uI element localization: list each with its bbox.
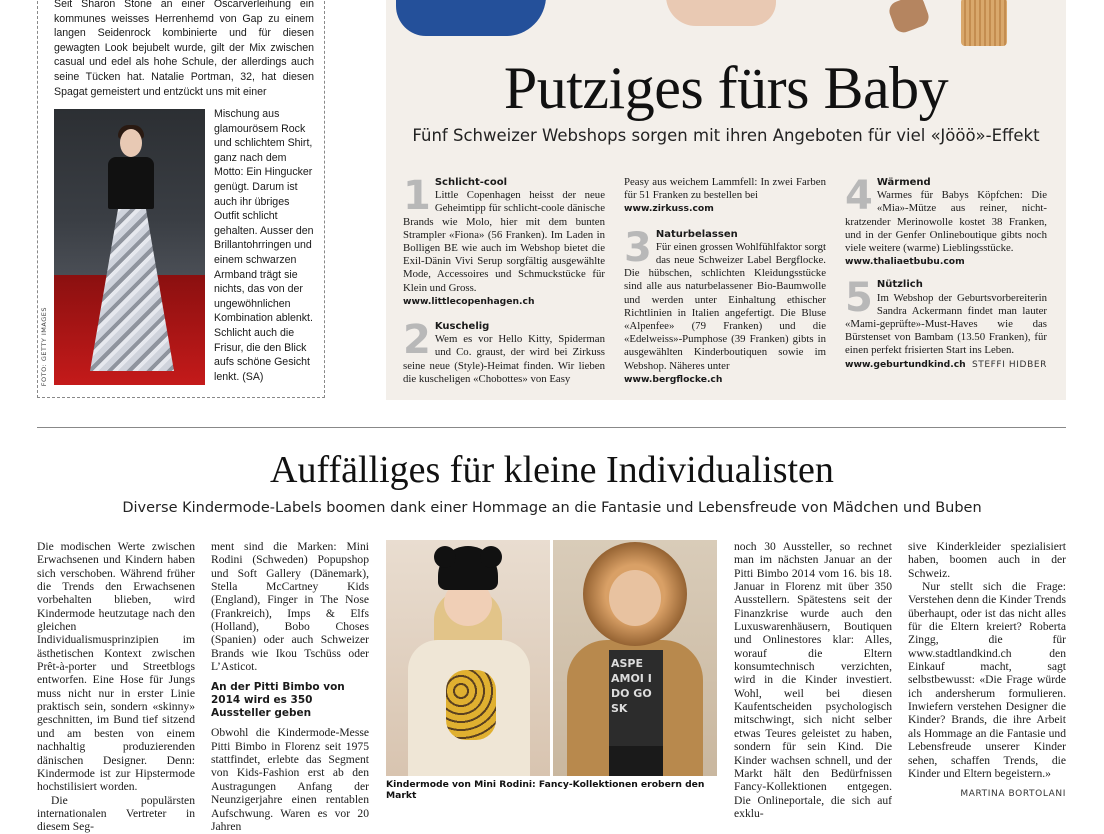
item-number: 3 xyxy=(624,224,652,271)
hat-ear xyxy=(434,546,456,568)
baby-item-1 xyxy=(403,173,605,308)
leopard-print xyxy=(446,670,496,740)
boy-face xyxy=(609,570,661,626)
sidebar-wrap-column xyxy=(214,107,316,384)
article-paragraph: Nur stellt sich die Frage: Verstehen denn die Kinder Trends überhaupt, oder ist das nicht alles für die Eltern kreiert? Roberta Zingg, die für www.stadtlandkind.ch den Einkauf macht, sagt selbstbewusst: «Die Frage würde ich andersherum formulieren. Inwiefern verstehen Designer die Kinder? Brands, die ihre Arbeit als Hommage an die Fantasie und Lebensfreude unserer Kinder sehen, schaffen Trends, die Kinder und Eltern begeistern.» xyxy=(908,580,1066,780)
item-url[interactable]: www.bergflocke.ch xyxy=(624,373,723,385)
article-paragraph: Obwohl die Kindermode-Messe Pitti Bimbo in Florenz seit 1975 stattfindet, erlebte das Segment von Kids-Fashion erst ab den Austragungen Anfang der Neunzigerjahre einen rentablen Aufschwung. Waren es vor 20 Jahren xyxy=(211,726,369,833)
article-column-4 xyxy=(908,540,1066,802)
baby-feature-panel xyxy=(386,0,1066,400)
article-author-line xyxy=(908,786,1066,801)
item-url[interactable]: www.thaliaetbubu.com xyxy=(845,256,965,268)
item-head: Nützlich xyxy=(876,279,923,291)
kids-photo-boy xyxy=(553,540,717,776)
item-text: Little Copenhagen heisst der neue Geheimtipp für schlicht-coole dänische Brands wie Molo, hier mit dem bunten Strampler «Fiona» (56 Franken). Im Laden in Bolligen BE wie auch im Webshop bietet die Exil-Dänin Vivi Serup sorgfältig ausgewählte Mode, Accessoires und Schmuckstücke für Klein und Gross. xyxy=(403,189,605,294)
item-text: Im Webshop der Geburtsvorbereiterin Sandra Ackermann findet man lauter «Mami-geprüfte»-Must-Haves wie das Bürstenset von Bambam (13.50 Franken), für einen perfekt frisierten Start ins Leben. xyxy=(845,291,1047,357)
article-column-1 xyxy=(37,540,195,834)
item-number: 1 xyxy=(403,173,431,219)
item-head: Naturbelassen xyxy=(655,228,738,240)
bear-hat xyxy=(438,546,498,590)
hat-ear xyxy=(480,546,502,568)
article-paragraph: ment sind die Marken: Mini Rodini (Schweden) Popupshop und Soft Gallery (Dänemark), Stella McCartney Kids (England), Finger in The Nose (Frankreich), Imps & Elfs (Holland), Bobo Choses (Spanien) oder auch Schweizer Brands wie Ikou Tschüss oder L’Asticot. xyxy=(211,540,369,674)
boy-pants xyxy=(609,746,663,776)
item-head: Wärmend xyxy=(876,177,931,188)
baby-item-2-cont xyxy=(624,176,826,216)
article-paragraph: sive Kinderkleider spezialisiert haben, boomen auch in der Schweiz. xyxy=(908,540,1066,580)
item-footer xyxy=(845,358,1047,372)
sidebar-wrap-text: Mischung aus glamourösem Rock und schlichtem Shirt, ganz nach dem Motto: Ein Hingucker genügt. Darum ist auch ihr übriges Outfit schlicht gehalten. Ausser den Brillantohrringen und einem schwarzen Armband trägt sie nichts, das von der ungewöhnlichen Kombination ablenkt. Schlicht auch die Frisur, die den Blick aufs schöne Gesicht lenkt. (SA) xyxy=(214,108,314,383)
item-head: Kuschelig xyxy=(434,321,490,333)
head-shape xyxy=(120,129,142,157)
article-paragraph: Die populärsten internationalen Vertreter in diesem Seg- xyxy=(37,793,195,834)
item-url[interactable]: www.geburtundkind.ch xyxy=(845,358,966,370)
item-url[interactable]: www.zirkuss.com xyxy=(624,203,714,215)
section-divider xyxy=(37,427,1066,428)
sidebar-box xyxy=(37,0,325,398)
baby-subtitle: Fünf Schweizer Webshops sorgen mit ihren Angeboten für viel «Jööö»-Effekt xyxy=(412,126,1040,145)
baby-column-1 xyxy=(403,173,605,386)
item-text: Peasy aus weichem Lammfell: In zwei Farben für 51 Franken zu bestellen bei xyxy=(624,176,826,202)
baby-author: STEFFI HIDBER xyxy=(971,359,1047,370)
baby-column-2 xyxy=(624,176,826,386)
photo-caption: Kindermode von Mini Rodini: Fancy-Kollektionen erobern den Markt xyxy=(386,779,705,801)
kids-photo-girl xyxy=(386,540,550,776)
article-subtitle: Diverse Kindermode-Labels boomen dank einer Hommage an die Fantasie und Lebensfreude von Mädchen und Buben xyxy=(122,500,982,516)
article-column-3 xyxy=(734,540,892,820)
article-paragraph: noch 30 Aussteller, so rechnet man im nächsten Januar an der Pitti Bimbo 2014 vom 16. bis 18. Januar in Florenz mit über 350 Ausstellern. Spätestens seit der Finanzkrise wurde auch den Luxuswarenhäusern, Boutiquen und Onlinestores klar: Alles, worauf die Eltern konsumtechnisch verzichten, wird in die Kinder investiert. Wohl, weil bei diesen Kaufentscheiden psychologisch mitschwingt, sich nicht selber etwas Teures geleistet zu haben, sondern für sein Kind. Die Kinder wachsen schnell, und der Markt hält den Bedürfnissen Fancy-Kollektionen entgegen. Die Onlineportale, die sich auf exklu- xyxy=(734,540,892,820)
sidebar-intro-text: Seit Sharon Stone an einer Oscarverleihung ein kommunes weisses Herrenhemd von Gap zu einem langen Seidenrock kombinierte und für diesen gewagten Look bejubelt wurde, gilt der Mix zwischen casual und edel als hohe Schule, der allerdings auch seine Tücken hat. Natalie Portman, 32, hat diesen Spagat gemeistert und entzückt uns mit einer xyxy=(54,0,314,98)
photo-credit: FOTO: GETTY IMAGES xyxy=(40,307,48,387)
article-column-2 xyxy=(211,540,369,833)
item-text: Wem es vor Hello Kitty, Spiderman und Co. graust, der wird bei Zirkuss seine neue (Style)-Heimat finden. Wir lieben die kuscheligen «Chobottes» von Easy xyxy=(403,333,605,385)
item-number: 2 xyxy=(403,317,431,364)
brush-photo xyxy=(887,0,932,35)
baby-item-4 xyxy=(845,173,1047,268)
baby-feet-photo xyxy=(666,0,776,26)
baby-item-2 xyxy=(403,317,605,386)
article-title: Auffälliges für kleine Individualisten xyxy=(270,449,834,491)
blue-blanket-photo xyxy=(396,0,546,36)
item-number: 5 xyxy=(845,275,873,322)
item-head: Schlicht-cool xyxy=(434,177,508,188)
article-subhead: An der Pitti Bimbo von 2014 wird es 350 Aussteller geben xyxy=(211,681,345,720)
article-author: MARTINA BORTOLANI xyxy=(960,789,1066,800)
baby-item-5 xyxy=(845,275,1047,371)
boy-shirt: ASPE AMOI I DO GO SK xyxy=(609,650,663,750)
baby-title: Putziges fürs Baby xyxy=(503,55,949,121)
baby-column-3 xyxy=(845,173,1047,372)
item-text: Warmes für Babys Köpfchen: Die «Mia»-Mütze aus reiner, nicht-kratzender Merinowolle kostet 38 Franken, und in der Genfer Onlineboutique gibts noch viele weitere (warme) Lieblingsstücke. xyxy=(845,189,1047,255)
item-number: 4 xyxy=(845,173,873,219)
article-paragraph: Die modischen Werte zwischen Erwachsenen und Kindern haben sich verschoben. Während früher die Trends den Erwachsenen vorbehalten blieben, wird Kindermode heutzutage nach den gleichen Individualismusprinzipien im ästhetischen Kontext zwischen Prêt-à-porter und Streetblogs entworfen. Eine Hose für Jungs muss nicht nur in erster Linie praktisch sein, sondern «skinny» geschnitten, im Bund tief sitzend und am besten von einem nachhaltig produzierenden dänischen Designer. Denn: Kindermode ist zur Hipstermode hochstilisiert worden. xyxy=(37,540,195,794)
item-text: Für einen grossen Wohlfühlfaktor sorgt das neue Schweizer Label Bergflocke. Die hübschen, schlichten Kleidungsstücke sind alle aus naturbelassener Bio-Baumwolle und werden unter Einhaltung ethischer Richtlinien in Italien angefertigt. Die Bluse «Alpenfee» (79 Franken) und die «Edelweiss»-Pumphose (39 Franken) gibts in ausgewählten Kinderboutiquen sowie im Webshop. Näheres unter xyxy=(624,240,826,372)
baby-item-3 xyxy=(624,224,826,386)
portman-photo xyxy=(54,109,205,385)
sidebar-intro xyxy=(54,0,314,99)
item-url[interactable]: www.littlecopenhagen.ch xyxy=(403,295,535,307)
comb-photo xyxy=(961,0,1007,46)
top-shape xyxy=(108,157,154,209)
